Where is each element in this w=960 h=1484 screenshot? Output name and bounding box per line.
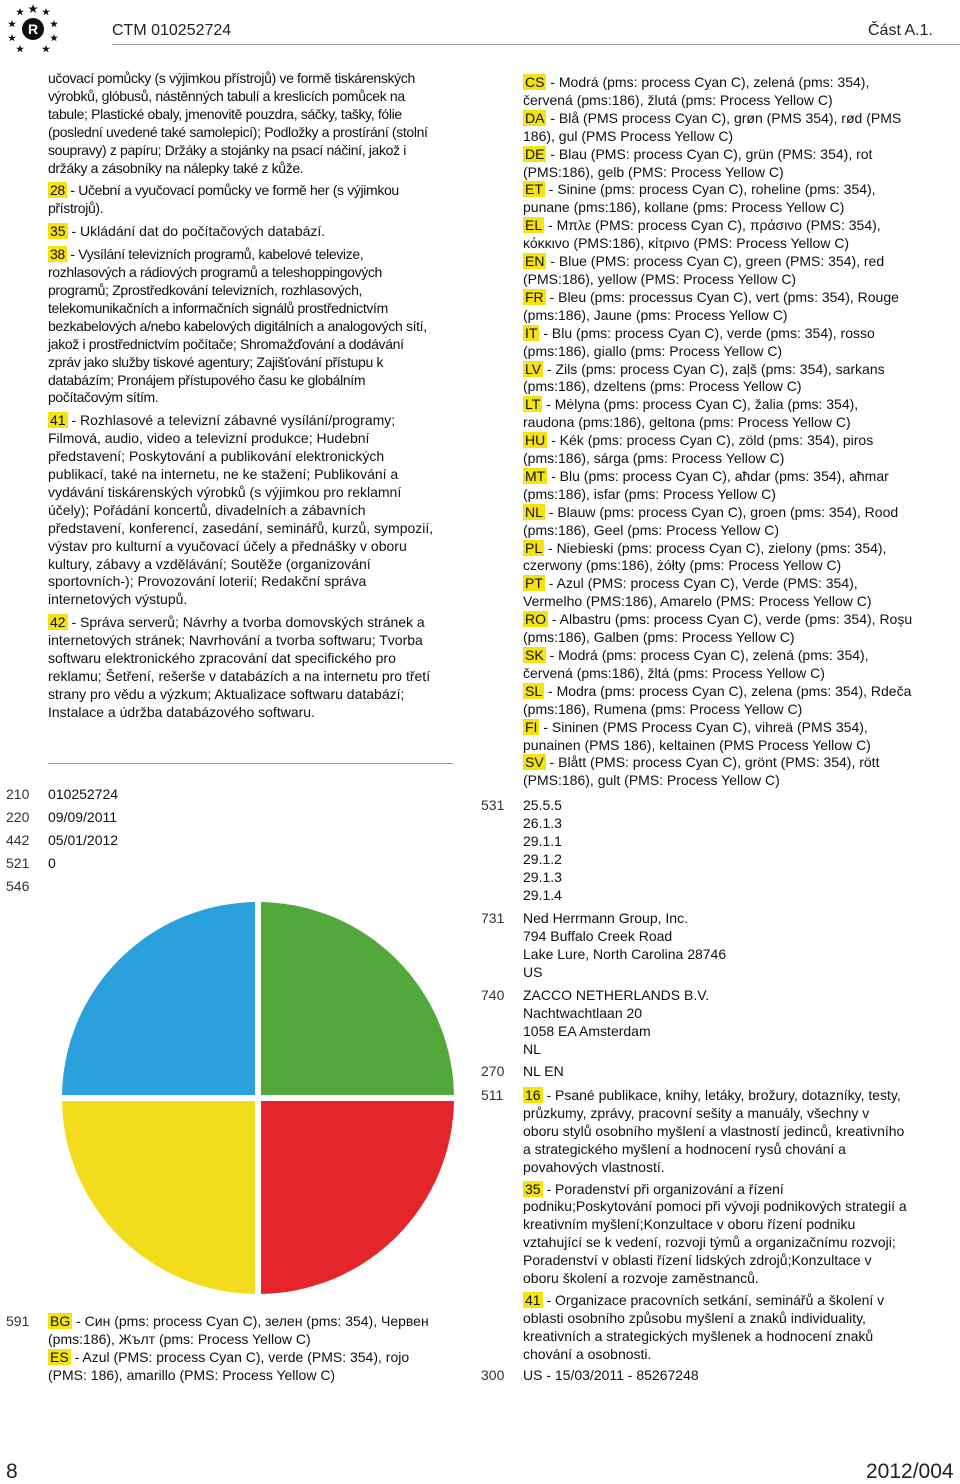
class-text: - Ukládání dat do počítačových databází. xyxy=(67,223,326,240)
class-text: - Učební a vyučovací pomůcky ve formě her (s výjimkou přístrojů). xyxy=(48,182,399,217)
language-code: CS xyxy=(525,74,545,90)
language-code: EN xyxy=(525,253,545,270)
page-number: 8 xyxy=(6,1460,18,1483)
class-number: 35 xyxy=(525,1180,541,1197)
color-text: - Bleu (pms: processus Cyan C), vert (pms: 354), Rouge (pms:186), Jaune (pms: Process Yellow C) xyxy=(523,288,899,323)
address-line: 1058 EA Amsterdam xyxy=(523,1022,651,1039)
language-code: MT xyxy=(525,467,546,484)
language-code: LT xyxy=(525,396,541,413)
color-entry xyxy=(523,719,913,755)
class-entry xyxy=(48,614,434,721)
class-number: 28 xyxy=(50,182,65,199)
language-code: NL xyxy=(525,503,543,520)
class-number: 41 xyxy=(50,412,66,429)
color-entry xyxy=(523,396,913,432)
section-divider xyxy=(48,763,453,764)
left-goods-list xyxy=(48,70,434,727)
color-text: - Blu (pms: process Cyan C), verde (pms: 354), rosso (pms:186), giallo (pms: Process Yellow C) xyxy=(523,324,875,359)
class-entry xyxy=(48,412,434,609)
language-code: HU xyxy=(525,432,546,449)
header-rule xyxy=(112,44,960,45)
address-line: 794 Buffalo Creek Road xyxy=(523,927,673,944)
class-text: - Vysílání televizních programů, kabelové televize, rozhlasových a rádiových programů a teleshoppingových programů; Zprostředkování televizních, rozhlasových, telekomunikačních a informačních signálů prostřednictvím bezkabelových a/nebo kabelových digitálních a analogových sítí, jakož i prostřednictvím počítače; Shromažďování a dodávání zpráv jako služby tiskové agentury; Zajišťování přístupu k databázím; Pronájem přístupového času ke globálním počítačovým sítím. xyxy=(48,246,427,406)
class-list-right xyxy=(523,1087,907,1364)
class-number: 16 xyxy=(525,1087,541,1103)
vienna-code: 29.1.4 xyxy=(523,886,562,903)
language-code: ET xyxy=(525,181,543,198)
color-entry xyxy=(523,647,913,683)
vienna-codes xyxy=(523,797,562,904)
inid-code: 521 xyxy=(6,855,30,871)
color-text: - Niebieski (pms: process Cyan C), zielony (pms: 354), czerwony (pms:186), żółty (pms: Process Yellow C) xyxy=(523,539,887,574)
inid-code: 300 xyxy=(481,1367,505,1383)
issue-number: 2012/004 xyxy=(866,1460,954,1483)
language-code: RO xyxy=(525,611,546,628)
color-claims-left xyxy=(48,1313,440,1385)
vienna-code: 29.1.3 xyxy=(523,868,562,885)
color-text: - Kék (pms: process Cyan C), zöld (pms: 354), piros (pms:186), sárga (pms: Process Yellow C) xyxy=(523,432,874,467)
mark-quadrant-red xyxy=(258,1098,454,1294)
color-entry xyxy=(523,432,913,468)
address-line: US xyxy=(523,963,543,980)
language-code: BG xyxy=(50,1313,71,1329)
language-code: PL xyxy=(525,539,543,556)
color-entry xyxy=(523,611,913,647)
vienna-code: 25.5.5 xyxy=(523,797,562,813)
color-entry xyxy=(523,361,913,397)
color-entry xyxy=(523,110,913,146)
color-text: - Modrá (pms: process Cyan C), zelená (pms: 354), červená (pms:186), žlutá (pms: Process Yellow C) xyxy=(523,74,870,108)
color-text: - Sininen (PMS Process Cyan C), vihreä (PMS 354), punainen (PMS 186), keltainen (PMS Process Yellow C) xyxy=(523,718,871,753)
part-label: Část A.1. xyxy=(868,22,933,39)
mark-quadrant-green xyxy=(258,902,454,1098)
color-entry xyxy=(523,253,913,289)
color-text: - Modra (pms: process Cyan C), zelena (pms: 354), Rdeča (pms:186), Rumena (pms: Process Yellow C) xyxy=(523,682,912,717)
color-entry xyxy=(523,468,913,504)
class-number: 41 xyxy=(525,1291,541,1308)
class-entry xyxy=(523,1181,907,1288)
mark-quadrant-yellow xyxy=(62,1098,258,1294)
trademark-image xyxy=(48,902,468,1294)
language-code: PT xyxy=(525,575,543,592)
vienna-code: 26.1.3 xyxy=(523,814,562,831)
eu-logo-icon xyxy=(6,2,60,56)
color-entry xyxy=(523,217,913,253)
inid-code: 442 xyxy=(6,832,30,848)
address-line: Nachtwachtlaan 20 xyxy=(523,1004,643,1021)
color-text: - Sinine (pms: process Cyan C), roheline (pms: 354), punane (pms:186), kollane (pms: Process Yellow C) xyxy=(523,181,876,216)
vienna-code: 29.1.1 xyxy=(523,832,562,849)
language-code: ES xyxy=(50,1348,69,1365)
application-number: 010252724 xyxy=(48,786,119,802)
color-text: - Zils (pms: process Cyan C), zaļš (pms: 354), sarkans (pms:186), dzeltens (pms: Process Yellow C) xyxy=(523,360,885,395)
inid-code: 546 xyxy=(6,878,30,894)
class-number: 42 xyxy=(50,614,66,631)
language-code: IT xyxy=(525,324,538,341)
mark-quadrant-blue xyxy=(62,902,258,1098)
inid-code: 731 xyxy=(481,910,505,926)
color-entry xyxy=(523,74,913,110)
inid-code: 531 xyxy=(481,797,505,813)
color-entry xyxy=(523,289,913,325)
color-entry xyxy=(523,504,913,540)
class-entry xyxy=(523,1087,907,1177)
color-text: - Blå (PMS process Cyan C), grøn (PMS 354), rød (PMS 186), gul (PMS Process Yellow C) xyxy=(523,109,902,144)
color-text: - Син (pms: process Cyan C), зелен (pms: 354), Червен (pms:186), Жълт (pms: Process Yellow C) xyxy=(48,1313,429,1347)
class-text: - Správa serverů; Návrhy a tvorba domovských stránek a internetových stránek; Navrhování a tvorba softwaru; Tvorba softwaru elektronického zpracování dat specifického pro reklamu; Šetření, rešerše v databázích a na internetu pro třetí strany pro vědu a výzkum; Aktualizace softwaru databází; Instalace a údržba databázového softwaru. xyxy=(48,614,431,720)
language-code: DA xyxy=(525,109,545,126)
class-text: - Organizace pracovních setkání, seminářů a školení v oblasti osobního způsobu myšlení a znaků individuality, kreativních a strategických myšlenek a hodnocení znaků chování a osobnosti. xyxy=(523,1291,885,1362)
class-entry xyxy=(48,223,434,241)
color-claims-right xyxy=(523,74,913,790)
color-entry xyxy=(48,1349,440,1385)
language-code: DE xyxy=(525,145,545,162)
color-entry xyxy=(523,754,913,790)
color-entry xyxy=(523,575,913,611)
color-entry xyxy=(523,683,913,719)
priority-claim: US - 15/03/2011 - 85267248 xyxy=(523,1367,699,1383)
class-entry xyxy=(523,1292,907,1364)
bulletin-number: CTM 010252724 xyxy=(112,22,232,39)
address-line: NL xyxy=(523,1040,541,1057)
inid-code: 740 xyxy=(481,987,505,1003)
address-line: Ned Herrmann Group, Inc. xyxy=(523,910,688,926)
language-code: SK xyxy=(525,647,544,663)
color-text: - Μπλε (PMS: process Cyan C), πράσινο (PMS: 354), κόκκινο (PMS:186), κίτρινο (PMS: Process Yellow C) xyxy=(523,217,881,252)
color-text: - Blue (PMS: process Cyan C), green (PMS: 354), red (PMS:186), yellow (PMS: Process Yellow C) xyxy=(523,253,885,287)
color-text: - Blauw (pms: process Cyan C), groen (pms: 354), Rood (pms:186), Geel (pms: Process Yellow C) xyxy=(523,503,899,538)
languages: NL EN xyxy=(523,1063,564,1079)
inid-code: 210 xyxy=(6,786,30,802)
color-text: - Mėlyna (pms: process Cyan C), žalia (pms: 354), raudona (pms:186), geltona (pms: Process Yellow C) xyxy=(523,396,859,431)
applicant-address xyxy=(523,910,726,982)
inid-code: 511 xyxy=(481,1087,504,1103)
class-text: - Rozhlasové a televizní zábavné vysílání/programy; Filmová, audio, video a televizní produkce; Hudební představení; Poskytování a publikování elektronických publikací, také na internetu, ne ke stažení; Publikování a vydávání tiskárenských výrobků (s výjimkou pro reklamní účely); Pořádání koncertů, divadelních a zábavních představení, konferencí, zasedání, seminářů, kurzů, sympozií, výstav pro kulturní a vyučovací účely a přednášky v oboru kultury, zábavy a vzdělávání; Soutěže (organizování sportovních-); Provozování loterií; Redakční správa internetových výstupů. xyxy=(48,412,434,608)
inid-code: 270 xyxy=(481,1063,505,1079)
vienna-code: 29.1.2 xyxy=(523,850,562,867)
language-code: LV xyxy=(525,360,542,377)
class-number: 35 xyxy=(50,223,66,240)
color-entry xyxy=(523,540,913,576)
class-entry xyxy=(48,182,434,218)
language-code: SL xyxy=(525,682,543,699)
color-text: - Blått (PMS: process Cyan C), grönt (PMS: 354), rött (PMS:186), gult (PMS: Process Yellow C) xyxy=(523,754,880,789)
color-text: - Modrá (pms: process Cyan C), zelená (pms: 354), červená (pms:186), žltá (pms: Process Yellow C) xyxy=(523,647,869,681)
goods-continuation: učovací pomůcky (s výjimkou přístrojů) ve formě tiskárenských výrobků, glóbusů, nástěnných tabulí a kreslicích pomůcek na tabule; Plastické obaly, jmenovitě pouzdra, sáčky, tašky, fólie (poslední uvedené také samolepicí); Podložky a prostírání (stolní soupravy) z papíru; Držáky a stojánky na psací náčiní, jakož i držáky a zásobníky na nálepky také z kůže. xyxy=(48,70,428,176)
color-text: - Azul (PMS: process Cyan C), verde (PMS: 354), rojo (PMS: 186), amarillo (PMS: Process Yellow C) xyxy=(48,1348,410,1383)
class-number: 38 xyxy=(50,246,65,263)
color-text: - Azul (PMS: process Cyan C), Verde (PMS: 354), Vermelho (PMS:186), Amarelo (PMS: Process Yellow C) xyxy=(523,575,872,610)
svg-text:R: R xyxy=(27,21,39,37)
color-entry xyxy=(48,1313,440,1349)
filing-date: 09/09/2011 xyxy=(48,809,118,825)
inid-code: 220 xyxy=(6,809,30,825)
inid-code: 591 xyxy=(6,1313,30,1329)
color-entry xyxy=(523,325,913,361)
class-text: - Poradenství při organizování a řízení podniku;Poskytování pomoci při vývoji podnikových strategií a kreativním myšlení;Konzultace v oboru řízení podniku vztahující se k vedení, rozvoji týmů a organizačnímu rozvoji; Poradenství v oblasti řízení lidských zdrojů;Konzultace v oboru školení a rozvoje zaměstnanců. xyxy=(523,1180,907,1287)
language-code: SV xyxy=(525,754,544,771)
color-entry xyxy=(523,181,913,217)
address-line: ZACCO NETHERLANDS B.V. xyxy=(523,987,710,1003)
address-line: Lake Lure, North Carolina 28746 xyxy=(523,945,727,962)
color-text: - Blau (PMS: process Cyan C), grün (PMS: 354), rot (PMS:186), gelb (PMS: Process Yellow C) xyxy=(523,145,873,180)
representative-address xyxy=(523,987,709,1059)
class-text: - Psané publikace, knihy, letáky, brožury, dotazníky, testy, průzkumy, zprávy, pracovní sešity a manuály, všechny v oboru stylů osobního myšlení a vlastností jedinců, kreativního a strategického myšlení a hodnocení rysů chování a povahových vlastností. xyxy=(523,1087,905,1175)
color-entry xyxy=(523,146,913,182)
language-code: EL xyxy=(525,217,543,234)
language-code: FR xyxy=(525,288,544,305)
publication-date: 05/01/2012 xyxy=(48,832,119,848)
color-text: - Blu (pms: process Cyan C), aħdar (pms: 354), aħmar (pms:186), isfar (pms: Process Yellow C) xyxy=(523,467,889,502)
inid-521-value: 0 xyxy=(48,855,56,871)
language-code: FI xyxy=(525,718,538,735)
color-text: - Albastru (pms: process Cyan C), verde (pms: 354), Roșu (pms:186), Galben (pms: Process Yellow C) xyxy=(523,611,913,646)
class-entry xyxy=(48,246,434,407)
